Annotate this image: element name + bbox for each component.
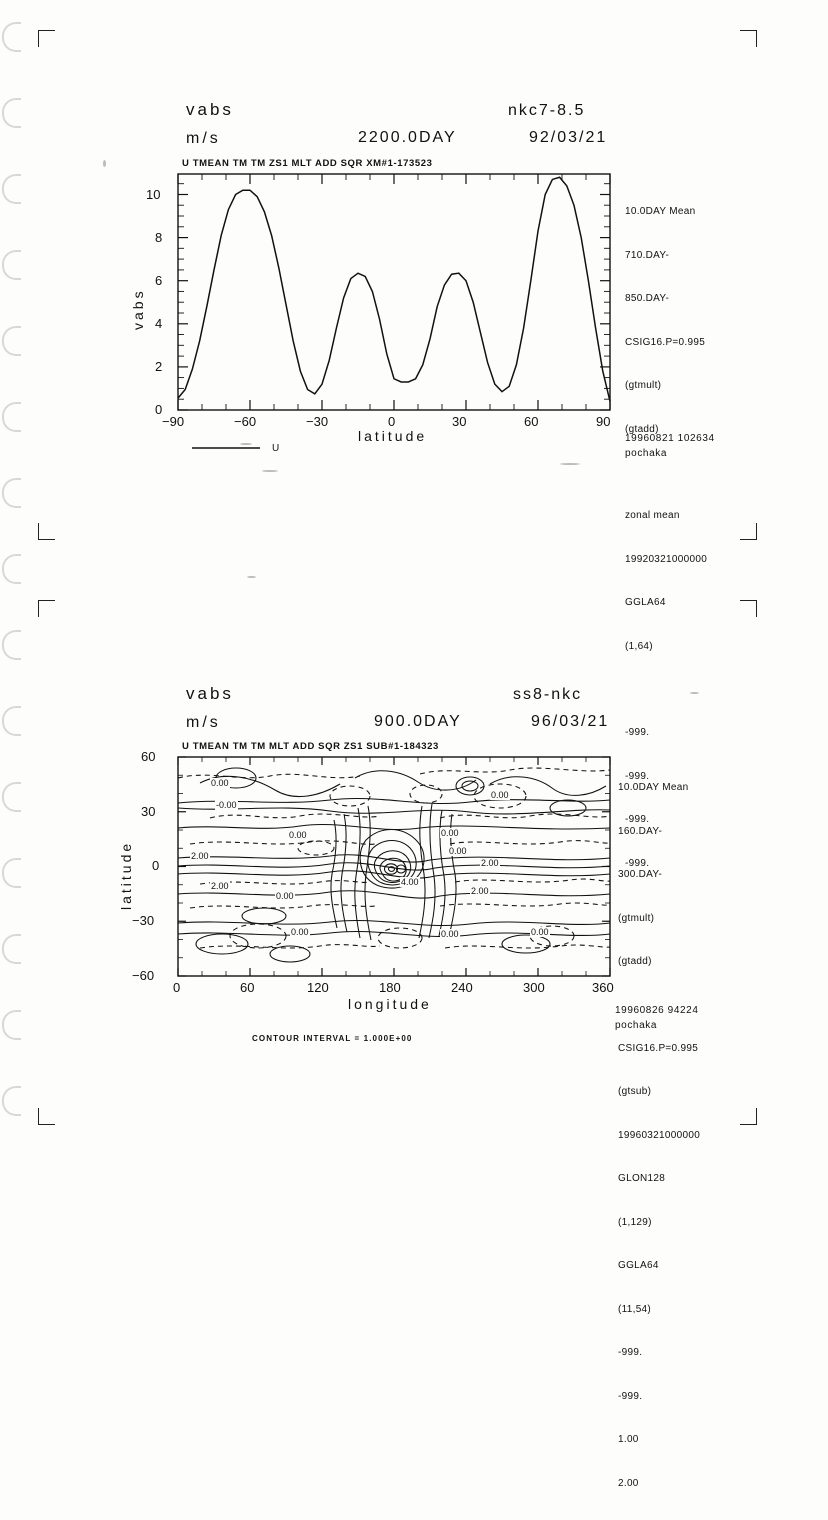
contour-value-label: 2.00 [211, 881, 229, 891]
side-line: 300.DAY- [618, 869, 663, 880]
side-line: 10.0DAY Mean [618, 782, 689, 793]
x-tick-label: −30 [306, 414, 329, 429]
figure-upper-stamp: 19960821 102634 [625, 433, 715, 444]
x-tick-label: 240 [451, 980, 473, 995]
x-tick-label: 90 [596, 414, 611, 429]
figure-upper-time-label: 2200.0DAY [358, 129, 457, 146]
x-tick-label: 120 [307, 980, 329, 995]
y-tick-label: −60 [132, 968, 155, 983]
side-line: -999. [625, 857, 650, 869]
figure-lower-caption: CONTOUR INTERVAL = 1.000E+00 [252, 1034, 413, 1043]
x-tick-label: −90 [162, 414, 185, 429]
figure-lower-xlabel: longitude [348, 996, 432, 1012]
x-tick-label: 0 [388, 414, 396, 429]
figure-upper-run-label: nkc7-8.5 [508, 102, 586, 119]
side-line: -999. [625, 727, 650, 738]
contour-value-label: 4.00 [401, 877, 419, 887]
side-line: (gtmult) [625, 380, 662, 391]
contour-value-label: 0.00 [211, 778, 229, 788]
figure-lower-date-label: 96/03/21 [531, 713, 610, 730]
contour-value-label: 2.00 [481, 858, 499, 868]
x-tick-label: 180 [379, 980, 401, 995]
side-line: (gtsub) [618, 1086, 652, 1097]
side-line: GGLA64 [618, 1260, 659, 1271]
scan-speck [247, 576, 256, 578]
side-line: 850.DAY- [625, 293, 670, 304]
side-line: -999. [618, 1390, 643, 1402]
x-tick-label: −60 [234, 414, 257, 429]
side-line: (11,54) [618, 1303, 652, 1315]
figure-lower-units: m/s [186, 714, 221, 731]
side-line: (gtmult) [618, 912, 655, 924]
side-line: GLON128 [618, 1173, 666, 1184]
figure-lower-author: pochaka [615, 1020, 658, 1031]
contour-value-label: 0.00 [491, 790, 509, 800]
y-tick-label: −30 [132, 913, 155, 928]
x-tick-label: 300 [523, 980, 545, 995]
figure-upper-author: pochaka [625, 448, 668, 459]
figure-lower-header-line: U TMEAN TM TM MLT ADD SQR ZS1 SUB#1-184323 [182, 741, 439, 752]
contour-value-label: -0.00 [216, 800, 237, 810]
scan-speck [262, 470, 278, 472]
figure-lower-side-info [618, 752, 818, 1520]
contour-value-label: 0.00 [276, 891, 294, 901]
contour-value-label: 0.00 [531, 927, 549, 937]
scan-speck [690, 692, 699, 694]
y-tick-label: 10 [146, 187, 161, 202]
x-tick-label: 360 [592, 980, 614, 995]
side-line: zonal mean [625, 510, 680, 521]
figure-upper-legend-label: U [272, 443, 281, 454]
figure-upper-xlabel: latitude [358, 428, 428, 444]
contour-value-label: 0.00 [441, 929, 459, 939]
side-line: CSIG16.P=0.995 [618, 1042, 699, 1054]
side-line: -999. [625, 814, 650, 825]
side-line: 1.00 [618, 1434, 639, 1445]
figure-lower-time-label: 900.0DAY [374, 713, 462, 730]
y-tick-label: 4 [155, 316, 163, 331]
scan-speck [103, 160, 106, 167]
contour-value-label: 0.00 [441, 828, 459, 838]
x-tick-label: 60 [524, 414, 539, 429]
y-tick-label: 2 [155, 359, 163, 374]
figure-lower-stamp: 19960826 94224 [615, 1005, 699, 1016]
x-tick-label: 0 [173, 980, 181, 995]
side-line: (gtadd) [625, 423, 659, 435]
side-line: 19920321000000 [625, 553, 708, 565]
contour-value-label: 2.00 [471, 886, 489, 896]
contour-value-label: 0.00 [291, 927, 309, 937]
side-line: (1,64) [625, 640, 653, 652]
figure-lower-title: vabs [186, 684, 234, 703]
side-line: -999. [618, 1347, 643, 1358]
figure-upper-ylabel: vabs [130, 288, 146, 330]
x-tick-label: 30 [452, 414, 467, 429]
side-line: 2.00 [618, 1477, 639, 1489]
x-tick-label: 60 [240, 980, 255, 995]
contour-value-label: 0.00 [289, 830, 307, 840]
y-tick-label: 6 [155, 273, 163, 288]
side-line: 160.DAY- [618, 825, 663, 837]
y-tick-label: 0 [155, 402, 163, 417]
scan-speck [560, 463, 580, 465]
figure-lower-run-label: ss8-nkc [513, 686, 583, 703]
side-line: GGLA64 [625, 597, 666, 608]
y-tick-label: 8 [155, 230, 163, 245]
y-tick-label: 30 [141, 804, 156, 819]
figure-lower-ylabel: latitude [118, 840, 134, 910]
side-line: 10.0DAY Mean [625, 206, 696, 217]
side-line: (gtadd) [618, 956, 652, 967]
side-line: 710.DAY- [625, 249, 670, 261]
figure-upper-header-line: U TMEAN TM TM ZS1 MLT ADD SQR XM#1-173523 [182, 158, 433, 169]
y-tick-label: 0 [152, 858, 160, 873]
scan-speck [240, 443, 252, 445]
figure-upper-date-label: 92/03/21 [529, 129, 608, 146]
y-tick-label: 60 [141, 749, 156, 764]
side-line: CSIG16.P=0.995 [625, 336, 706, 348]
figure-upper-units: m/s [186, 130, 221, 147]
side-line: -999. [625, 770, 650, 782]
side-line: (1,129) [618, 1216, 652, 1228]
side-line: 19960321000000 [618, 1129, 701, 1141]
figure-lower-plot [170, 748, 630, 993]
contour-value-label: 2.00 [191, 851, 209, 861]
contour-value-label: 0.00 [449, 846, 467, 856]
figure-upper-title: vabs [186, 100, 234, 119]
